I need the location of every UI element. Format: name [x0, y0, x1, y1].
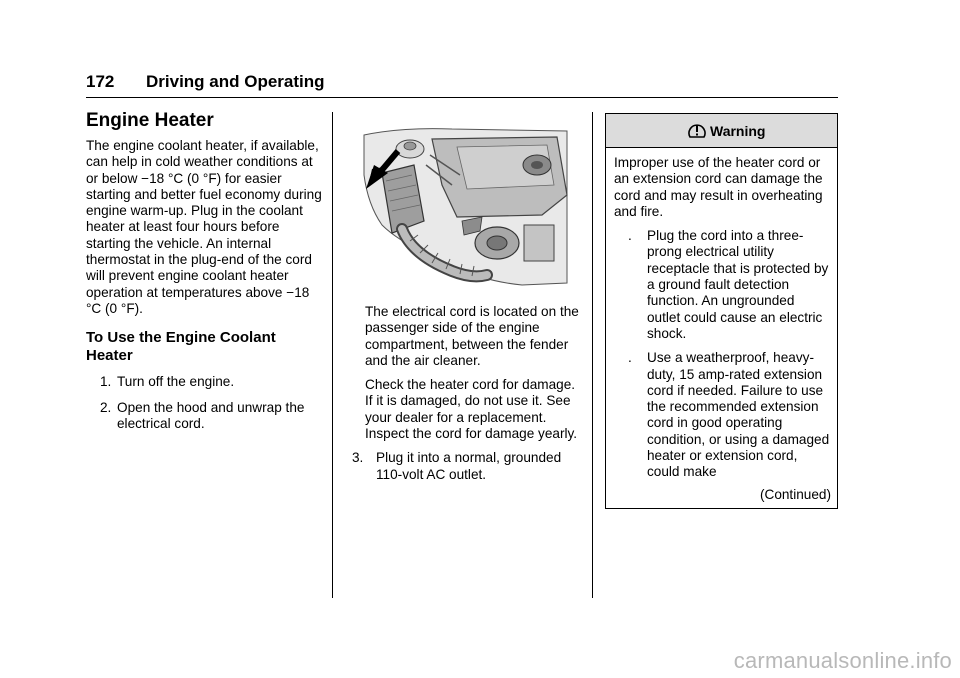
cord-location-paragraph: The electrical cord is located on the passenger side of the engine compartment, between the fender and the air cleaner. — [365, 304, 579, 368]
page-header — [86, 72, 838, 98]
bullet-marker: . — [628, 350, 632, 366]
warning-header — [606, 114, 837, 148]
step-3-number: 3. — [352, 450, 364, 466]
warning-box — [605, 113, 838, 509]
step-1-number: 1. — [100, 374, 112, 390]
watermark: carmanualsonline.info — [733, 648, 952, 673]
column-divider-left — [332, 112, 333, 598]
warning-body — [606, 148, 837, 481]
step-3-text: Plug it into a normal, grounded 110-volt AC outlet. — [376, 450, 562, 482]
engine-heater-heading: Engine Heater — [86, 110, 214, 131]
step-2 — [86, 400, 322, 433]
column-divider-right — [592, 112, 593, 598]
warning-intro: Improper use of the heater cord or an extension cord can damage the cord and may result in overheating and fire. — [614, 155, 823, 219]
step-2-number: 2. — [100, 399, 112, 415]
engine-compartment-illustration — [362, 125, 571, 287]
left-column — [86, 110, 322, 441]
step-2-text: Open the hood and unwrap the electrical cord. — [117, 399, 305, 431]
warning-bullet-1 — [614, 228, 831, 342]
engine-heater-intro: The engine coolant heater, if available, can help in cold weather conditions at or below −18 °C (0 °F) for easier starting and better fuel economy during engine warm-up. Plug in the coolant heater at least four hours before starting the vehicle. An internal thermostat in the plug-end of the cord will prevent engine coolant heater operation at temperatures above −18 °C (0 °F). — [86, 138, 322, 316]
middle-column — [350, 125, 582, 492]
continued-label: (Continued) — [759, 487, 831, 502]
page-number: 172 — [86, 72, 115, 91]
warning-icon — [688, 121, 706, 139]
warning-bullet-1-text: Plug the cord into a three-prong electrical utility receptacle that is protected by a ground fault detection function. An ungrounded outlet could cause an electric shock. — [647, 228, 829, 341]
section-title: Driving and Operating — [146, 72, 325, 91]
use-heater-subheading: To Use the Engine Coolant Heater — [86, 329, 276, 365]
warning-bullet-2 — [614, 350, 831, 480]
step-3 — [350, 450, 582, 483]
warning-label: Warning — [710, 123, 766, 139]
step-1-text: Turn off the engine. — [117, 374, 235, 390]
step-1 — [86, 374, 322, 390]
check-cord-paragraph: Check the heater cord for damage. If it is damaged, do not use it. See your dealer for a replacement. Inspect the cord for damage yearly. — [365, 377, 578, 442]
bullet-marker: . — [628, 228, 632, 244]
warning-bullet-2-text: Use a weatherproof, heavy-duty, 15 amp-rated extension cord if needed. Failure to use the recommended extension cord in good operating condition, or using a damaged heater or extension cord, could make — [647, 350, 830, 480]
